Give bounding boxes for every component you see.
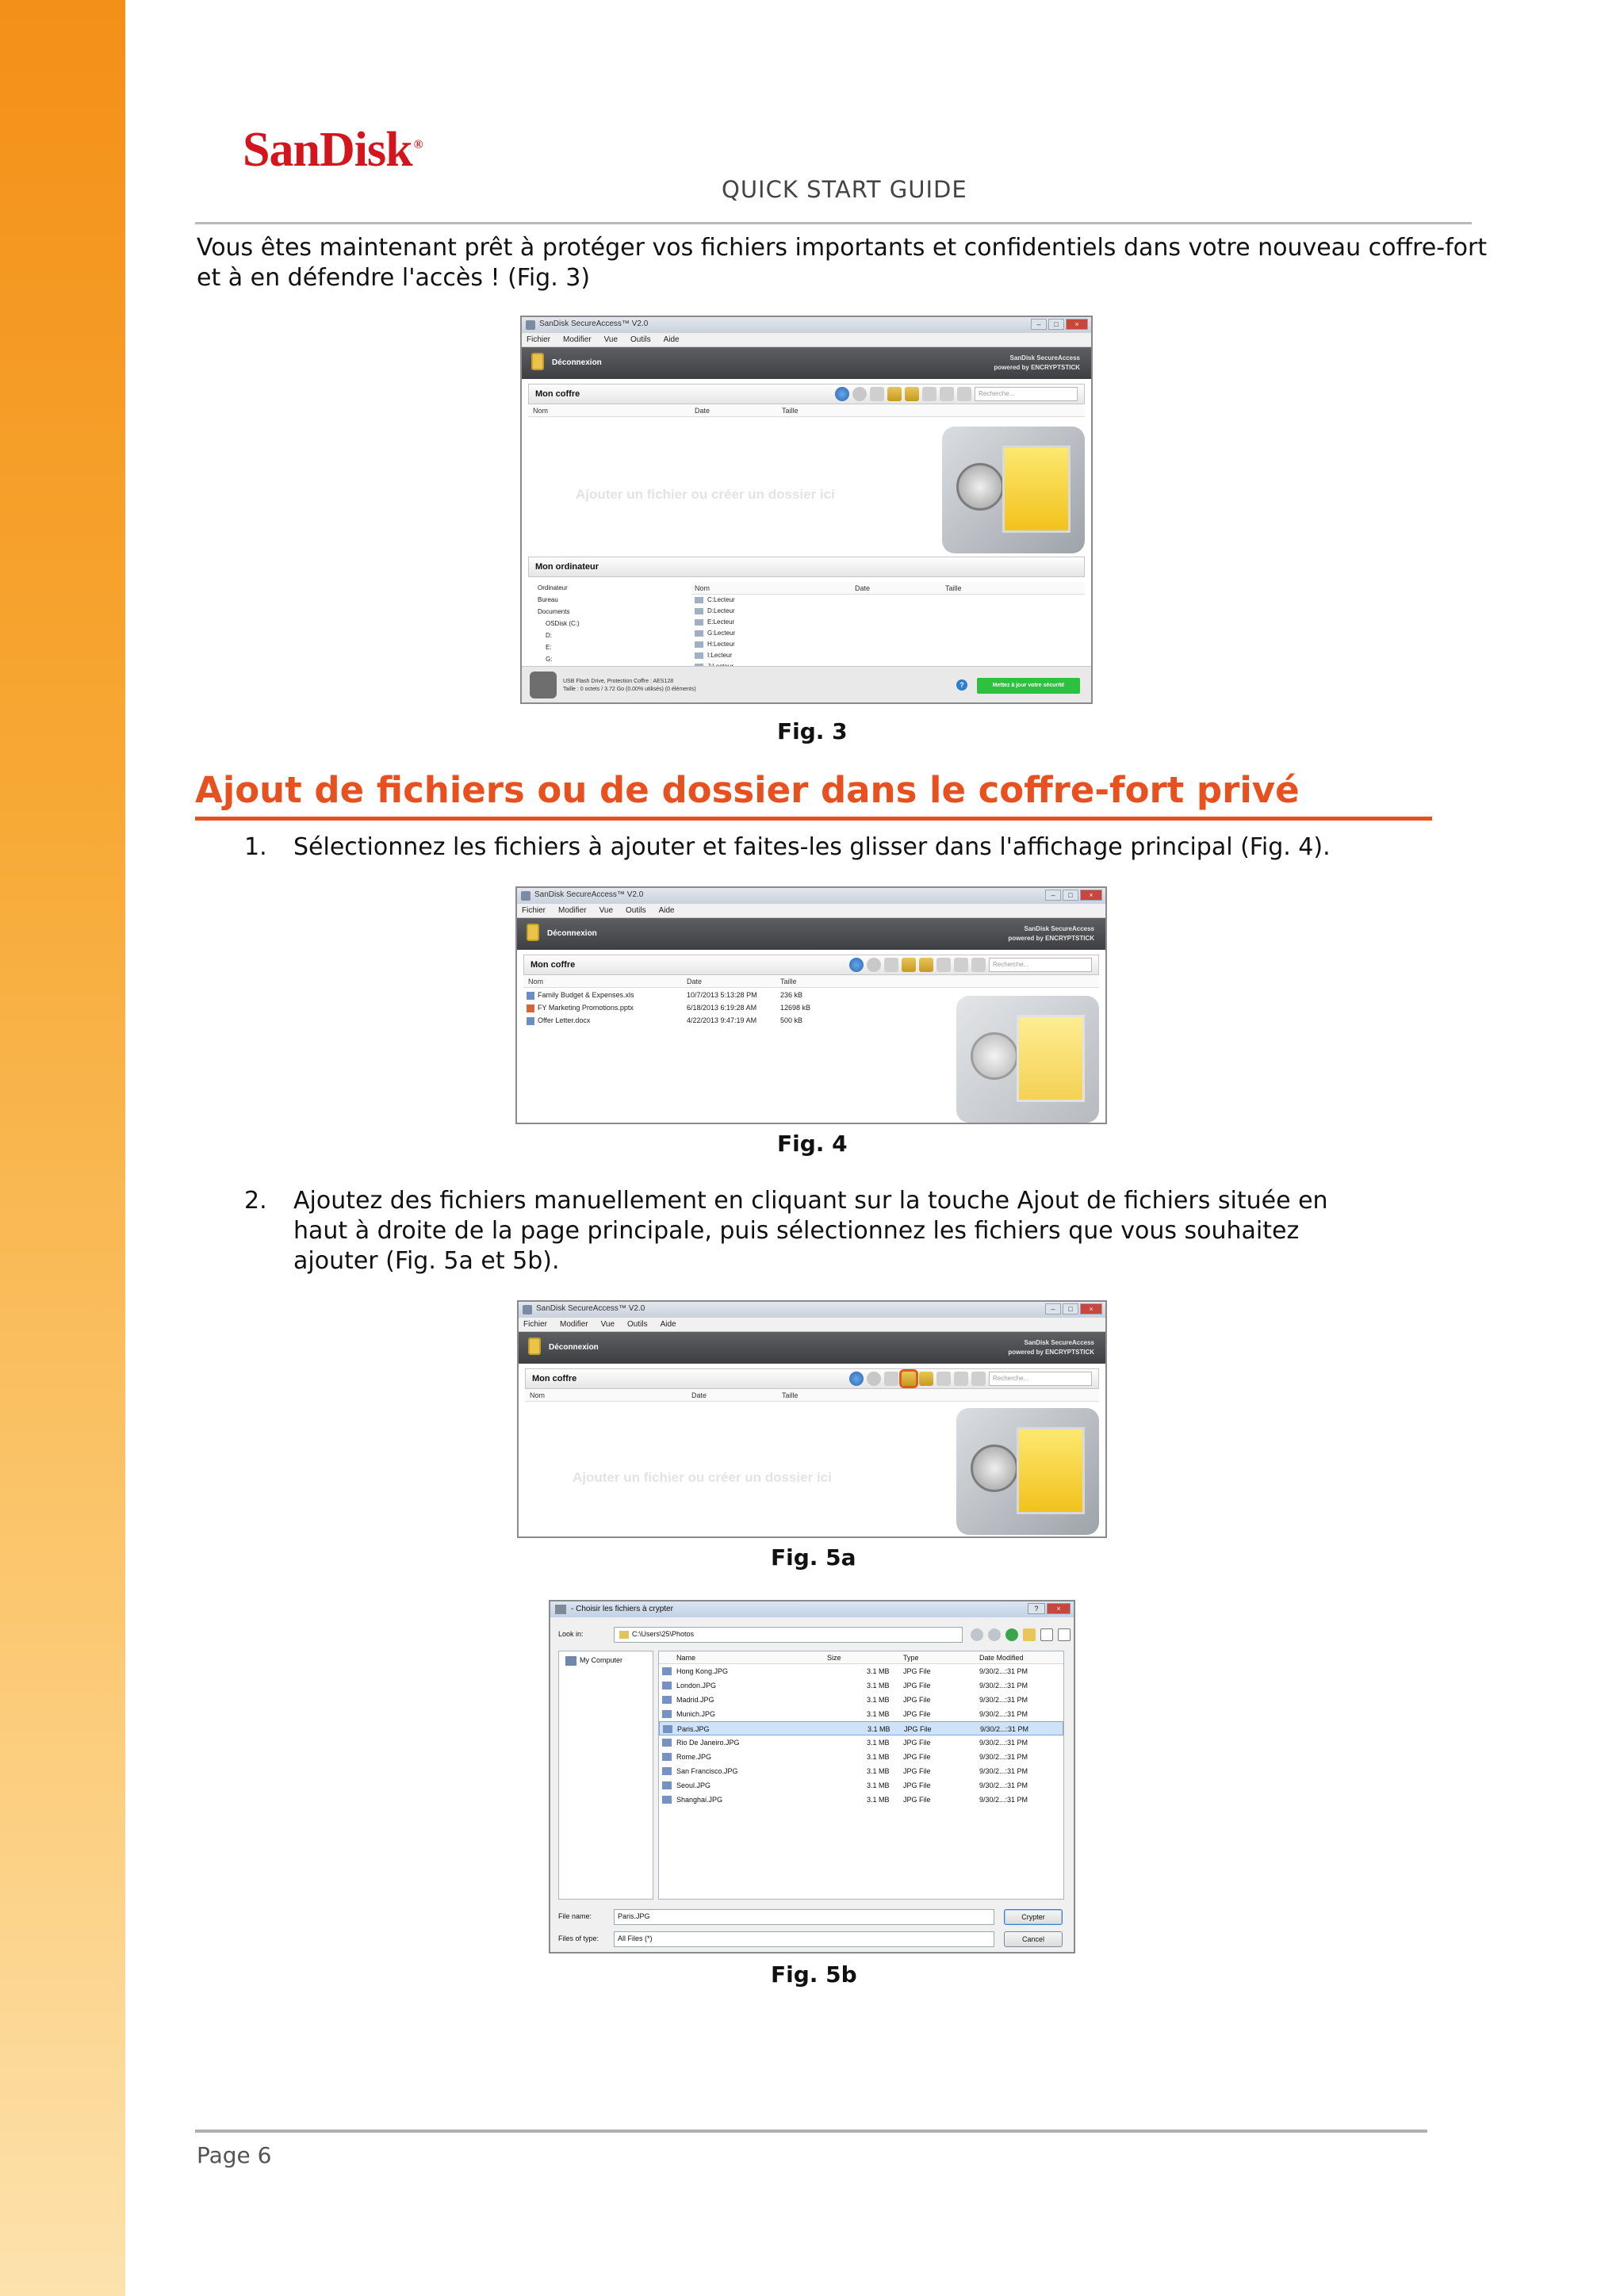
usb-drive-icon bbox=[530, 672, 557, 698]
file-type: JPG File bbox=[904, 1725, 932, 1733]
drive-row[interactable]: G:Lecteur bbox=[691, 628, 1085, 639]
file-type-label: Files of type: bbox=[558, 1934, 599, 1942]
dialog-app-icon bbox=[555, 1605, 566, 1614]
menu-aide[interactable]: Aide bbox=[660, 1320, 676, 1329]
drive-column-headers bbox=[691, 582, 1085, 595]
copy-icon[interactable] bbox=[936, 958, 951, 972]
file-size: 3.1 MB bbox=[867, 1667, 890, 1675]
vault-file-date: 10/7/2013 5:13:28 PM bbox=[687, 991, 757, 999]
file-row[interactable] bbox=[659, 1750, 1063, 1764]
file-size: 3.1 MB bbox=[867, 1710, 890, 1718]
menu-fichier[interactable]: Fichier bbox=[527, 335, 551, 344]
vault-illustration-icon bbox=[942, 427, 1085, 553]
status-info: USB Flash Drive, Protection Coffre : AES128 Taille : 0 octets / 3.72 Go (0.00% utilisés) (0 éléments) bbox=[563, 679, 696, 692]
cut-icon[interactable] bbox=[954, 1372, 968, 1386]
file-size: 3.1 MB bbox=[867, 1781, 890, 1789]
column-size[interactable]: Size bbox=[827, 1654, 841, 1662]
minimize-button[interactable]: – bbox=[1045, 890, 1061, 901]
file-type: JPG File bbox=[903, 1696, 931, 1704]
file-row[interactable] bbox=[659, 1735, 1063, 1750]
file-name-input[interactable]: Paris.JPG bbox=[614, 1909, 994, 1925]
logout-button[interactable]: Déconnexion bbox=[547, 929, 597, 938]
minimize-button[interactable]: – bbox=[1031, 319, 1047, 330]
upgrade-button[interactable]: Mettez à jour votre sécurité bbox=[977, 678, 1080, 694]
vault-toolbar bbox=[835, 387, 1078, 401]
back-icon[interactable] bbox=[849, 1372, 864, 1386]
vault-column-headers bbox=[528, 404, 1085, 417]
image-file-icon bbox=[662, 1682, 672, 1689]
left-orange-band bbox=[0, 0, 125, 2296]
close-button[interactable]: × bbox=[1080, 1303, 1102, 1314]
file-date-modified: 9/30/2...:31 PM bbox=[979, 1781, 1028, 1789]
file-date-modified: 9/30/2...:31 PM bbox=[979, 1739, 1028, 1747]
forward-icon[interactable] bbox=[867, 958, 881, 972]
computer-browser bbox=[528, 582, 1085, 677]
page-number: Page 6 bbox=[197, 2142, 272, 2168]
file-type: JPG File bbox=[903, 1667, 931, 1675]
column-name[interactable]: Name bbox=[676, 1654, 696, 1662]
cut-icon[interactable] bbox=[940, 387, 954, 401]
section-divider bbox=[195, 817, 1432, 821]
drive-list bbox=[691, 582, 1085, 672]
cancel-button[interactable]: Cancel bbox=[1004, 1931, 1063, 1947]
vault-toolbar bbox=[849, 1372, 1092, 1386]
fig5a-screenshot bbox=[517, 1300, 1107, 1538]
menu-outils[interactable]: Outils bbox=[626, 906, 646, 915]
file-size: 3.1 MB bbox=[867, 1696, 890, 1704]
menu-outils[interactable]: Outils bbox=[627, 1320, 648, 1329]
app-header-bar bbox=[519, 1332, 1105, 1364]
vault-illustration-icon bbox=[956, 996, 1099, 1123]
drive-row[interactable]: D:Lecteur bbox=[691, 606, 1085, 617]
menu-modifier[interactable]: Modifier bbox=[560, 1320, 588, 1329]
column-name[interactable]: Nom bbox=[530, 1391, 546, 1399]
image-file-icon bbox=[662, 1796, 672, 1804]
column-size[interactable]: Taille bbox=[782, 1391, 799, 1399]
image-file-icon bbox=[662, 1781, 672, 1789]
vault-panel-header: Mon coffre Recherche... bbox=[525, 1368, 1099, 1389]
close-button[interactable]: × bbox=[1080, 890, 1102, 901]
column-date[interactable]: Date bbox=[695, 407, 710, 415]
paste-icon[interactable] bbox=[971, 1372, 986, 1386]
menu-aide[interactable]: Aide bbox=[663, 335, 680, 344]
new-folder-icon[interactable] bbox=[919, 958, 933, 972]
file-rows bbox=[659, 1664, 1063, 1807]
vault-file-date: 4/22/2013 9:47:19 AM bbox=[687, 1016, 757, 1024]
file-row[interactable] bbox=[659, 1707, 1063, 1721]
guide-title: QUICK START GUIDE bbox=[722, 176, 967, 203]
menu-fichier[interactable]: Fichier bbox=[523, 1320, 548, 1329]
forward-icon[interactable] bbox=[867, 1372, 881, 1386]
dialog-titlebar: - Choisir les fichiers à crypter ? × bbox=[550, 1601, 1074, 1617]
file-type: JPG File bbox=[903, 1767, 931, 1775]
fig4-caption: Fig. 4 bbox=[777, 1131, 848, 1157]
vault-file-row[interactable]: Offer Letter.docx bbox=[527, 1016, 590, 1025]
vault-file-size: 500 kB bbox=[780, 1016, 803, 1024]
fig3-caption: Fig. 3 bbox=[777, 718, 848, 744]
file-name: Munich.JPG bbox=[676, 1710, 716, 1718]
file-size: 3.1 MB bbox=[867, 1753, 890, 1761]
section-title: Ajout de fichiers ou de dossier dans le coffre-fort privé bbox=[195, 769, 1300, 811]
close-button[interactable]: × bbox=[1047, 1603, 1071, 1614]
menu-modifier[interactable]: Modifier bbox=[558, 906, 587, 915]
drop-hint: Ajouter un fichier ou créer un dossier ici bbox=[576, 487, 835, 502]
column-size[interactable]: Taille bbox=[782, 407, 799, 415]
menu-bar bbox=[522, 333, 1091, 347]
vault-drop-area[interactable] bbox=[528, 417, 1085, 552]
vault-panel-header: Mon coffre Recherche... bbox=[523, 955, 1099, 975]
places-sidebar bbox=[558, 1651, 653, 1900]
app-icon bbox=[526, 320, 535, 330]
column-date[interactable]: Date bbox=[691, 1391, 707, 1399]
file-size: 3.1 MB bbox=[867, 1739, 890, 1747]
window-titlebar: SanDisk SecureAccess™ V2.0 – □ × bbox=[522, 317, 1091, 333]
brand-label: SanDisk SecureAccess powered by ENCRYPTSTICK bbox=[994, 354, 1080, 371]
file-name: London.JPG bbox=[676, 1682, 717, 1689]
tree-item[interactable]: Bureau bbox=[538, 596, 558, 603]
folder-tree bbox=[528, 582, 684, 665]
menu-aide[interactable]: Aide bbox=[658, 906, 675, 915]
file-date-modified: 9/30/2...:31 PM bbox=[979, 1682, 1028, 1689]
intro-paragraph: Vous êtes maintenant prêt à protéger vos fichiers importants et confidentiels dans votre nouveau coffre-fort et à en défendre l'accès ! (Fig. 3) bbox=[197, 234, 1488, 292]
maximize-button[interactable]: □ bbox=[1063, 890, 1078, 901]
minimize-button[interactable]: – bbox=[1045, 1303, 1061, 1314]
menu-bar bbox=[517, 904, 1105, 918]
new-folder-icon[interactable] bbox=[905, 387, 919, 401]
app-header-bar bbox=[517, 918, 1105, 950]
forward-icon[interactable] bbox=[988, 1628, 1001, 1641]
word-file-icon bbox=[527, 1017, 534, 1025]
menu-vue[interactable]: Vue bbox=[603, 335, 619, 344]
file-date-modified: 9/30/2...:31 PM bbox=[979, 1767, 1028, 1775]
paste-icon[interactable] bbox=[971, 958, 986, 972]
fig5a-caption: Fig. 5a bbox=[771, 1544, 856, 1571]
sandisk-logo: SanDisk ® bbox=[243, 123, 423, 177]
file-date-modified: 9/30/2...:31 PM bbox=[980, 1725, 1029, 1733]
menu-bar bbox=[519, 1318, 1105, 1332]
drive-row[interactable]: H:Lecteur bbox=[691, 639, 1085, 650]
image-file-icon bbox=[662, 1696, 672, 1704]
brand-label: SanDisk SecureAccess powered by ENCRYPTSTICK bbox=[1008, 1339, 1094, 1356]
file-size: 3.1 MB bbox=[867, 1682, 890, 1689]
file-size: 3.1 MB bbox=[867, 1796, 890, 1804]
fig5b-file-dialog bbox=[549, 1600, 1075, 1954]
computer-panel-header: Mon ordinateur bbox=[528, 557, 1085, 577]
file-type: JPG File bbox=[903, 1781, 931, 1789]
logout-button[interactable]: Déconnexion bbox=[552, 358, 602, 367]
tree-item[interactable]: Documents bbox=[538, 608, 570, 615]
cut-icon[interactable] bbox=[954, 958, 968, 972]
up-folder-icon[interactable] bbox=[1005, 1628, 1018, 1641]
column-date[interactable]: Date bbox=[855, 584, 871, 592]
window-titlebar: SanDisk SecureAccess™ V2.0 – □ × bbox=[517, 888, 1105, 904]
image-file-icon bbox=[662, 1667, 672, 1675]
tree-item[interactable]: D: bbox=[546, 632, 552, 639]
app-icon bbox=[523, 1305, 532, 1314]
file-row[interactable] bbox=[659, 1664, 1063, 1678]
detail-view-icon[interactable] bbox=[1058, 1628, 1071, 1641]
file-date-modified: 9/30/2...:31 PM bbox=[979, 1667, 1028, 1675]
file-size: 3.1 MB bbox=[867, 1767, 890, 1775]
file-size: 3.1 MB bbox=[868, 1725, 891, 1733]
file-name: Madrid.JPG bbox=[676, 1696, 714, 1704]
vault-file-size: 12698 kB bbox=[780, 1004, 811, 1012]
help-button[interactable]: ? bbox=[1028, 1603, 1045, 1614]
file-row[interactable] bbox=[659, 1793, 1063, 1807]
header-divider bbox=[195, 222, 1472, 224]
file-type: JPG File bbox=[903, 1796, 931, 1804]
add-files-icon[interactable] bbox=[887, 387, 902, 401]
tree-item[interactable]: G: bbox=[546, 656, 553, 663]
column-date[interactable]: Date bbox=[687, 978, 703, 985]
up-folder-icon[interactable] bbox=[870, 387, 884, 401]
image-file-icon bbox=[662, 1753, 672, 1761]
lock-icon[interactable] bbox=[528, 1337, 541, 1355]
file-type: JPG File bbox=[903, 1739, 931, 1747]
file-name: Hong Kong.JPG bbox=[676, 1667, 729, 1675]
fig5b-caption: Fig. 5b bbox=[771, 1961, 857, 1988]
column-name[interactable]: Nom bbox=[533, 407, 549, 415]
image-file-icon bbox=[662, 1767, 672, 1775]
file-type: JPG File bbox=[903, 1753, 931, 1761]
window-titlebar: SanDisk SecureAccess™ V2.0 – □ × bbox=[519, 1302, 1105, 1318]
maximize-button[interactable]: □ bbox=[1063, 1303, 1078, 1314]
back-icon[interactable] bbox=[849, 958, 864, 972]
drop-hint: Ajouter un fichier ou créer un dossier ici bbox=[573, 1470, 832, 1485]
image-file-icon bbox=[663, 1725, 672, 1733]
crypter-button[interactable]: Crypter bbox=[1004, 1909, 1063, 1925]
vault-file-row[interactable]: Family Budget & Expenses.xls bbox=[527, 991, 634, 1000]
powerpoint-file-icon bbox=[527, 1004, 534, 1012]
file-list-header bbox=[659, 1651, 1063, 1664]
forward-icon[interactable] bbox=[852, 387, 867, 401]
paste-icon[interactable] bbox=[957, 387, 971, 401]
status-bar bbox=[522, 666, 1091, 702]
file-name: Shanghai.JPG bbox=[676, 1796, 723, 1804]
logout-button[interactable]: Déconnexion bbox=[549, 1343, 599, 1352]
app-icon bbox=[521, 891, 530, 901]
footer-divider bbox=[195, 2130, 1427, 2133]
copy-icon[interactable] bbox=[922, 387, 936, 401]
search-input[interactable]: Recherche... bbox=[989, 958, 1092, 972]
column-size[interactable]: Taille bbox=[780, 978, 797, 985]
close-button[interactable]: × bbox=[1066, 319, 1088, 330]
back-icon[interactable] bbox=[835, 387, 849, 401]
maximize-button[interactable]: □ bbox=[1048, 319, 1064, 330]
add-files-icon[interactable] bbox=[902, 1372, 916, 1386]
add-files-icon[interactable] bbox=[902, 958, 916, 972]
lock-icon[interactable] bbox=[531, 353, 544, 370]
vault-file-row[interactable]: FY Marketing Promotions.pptx bbox=[527, 1004, 634, 1012]
column-date-modified[interactable]: Date Modified bbox=[979, 1654, 1024, 1662]
vault-panel-header: Mon coffre Recherche... bbox=[528, 384, 1085, 404]
file-date-modified: 9/30/2...:31 PM bbox=[979, 1796, 1028, 1804]
look-in-label: Look in: bbox=[558, 1630, 584, 1638]
file-list bbox=[658, 1651, 1064, 1900]
file-row[interactable] bbox=[659, 1778, 1063, 1793]
vault-file-list[interactable] bbox=[523, 988, 1099, 1107]
brand-label: SanDisk SecureAccess powered by ENCRYPTSTICK bbox=[1008, 925, 1094, 942]
vault-drop-area[interactable] bbox=[525, 1402, 1099, 1521]
image-file-icon bbox=[662, 1710, 672, 1718]
drive-row[interactable]: E:Lecteur bbox=[691, 617, 1085, 628]
file-row[interactable] bbox=[659, 1678, 1063, 1693]
file-date-modified: 9/30/2...:31 PM bbox=[979, 1710, 1028, 1718]
new-folder-icon[interactable] bbox=[1023, 1628, 1036, 1641]
file-row[interactable] bbox=[659, 1721, 1063, 1735]
my-computer-item[interactable]: My Computer bbox=[580, 1656, 623, 1664]
image-file-icon bbox=[662, 1739, 672, 1747]
up-folder-icon[interactable] bbox=[884, 1372, 898, 1386]
file-name: Rome.JPG bbox=[676, 1753, 712, 1761]
app-header-bar bbox=[522, 347, 1091, 379]
file-name-label: File name: bbox=[558, 1912, 592, 1920]
up-folder-icon[interactable] bbox=[884, 958, 898, 972]
fig3-screenshot bbox=[520, 316, 1093, 704]
tree-item[interactable]: OSDisk (C:) bbox=[546, 620, 580, 627]
column-name[interactable]: Nom bbox=[695, 584, 710, 592]
lock-icon[interactable] bbox=[527, 924, 539, 941]
excel-file-icon bbox=[527, 992, 534, 1000]
file-name: Seoul.JPG bbox=[676, 1781, 711, 1789]
vault-file-size: 236 kB bbox=[780, 991, 803, 999]
menu-fichier[interactable]: Fichier bbox=[522, 906, 546, 915]
vault-illustration-icon bbox=[956, 1408, 1099, 1535]
tree-item[interactable]: Ordinateur bbox=[538, 584, 568, 591]
menu-vue[interactable]: Vue bbox=[600, 1320, 615, 1329]
tree-item[interactable]: E: bbox=[546, 644, 552, 651]
search-input[interactable]: Recherche... bbox=[989, 1372, 1092, 1386]
file-type: JPG File bbox=[903, 1682, 931, 1689]
look-in-dropdown[interactable]: C:\Users\25\Photos bbox=[614, 1627, 963, 1643]
column-type[interactable]: Type bbox=[903, 1654, 919, 1662]
vault-toolbar bbox=[849, 958, 1092, 972]
help-icon[interactable]: ? bbox=[956, 679, 967, 691]
vault-column-headers bbox=[525, 1389, 1099, 1402]
menu-outils[interactable]: Outils bbox=[630, 335, 651, 344]
vault-column-headers bbox=[523, 975, 1099, 988]
drive-row[interactable]: I:Lecteur bbox=[691, 650, 1085, 661]
menu-modifier[interactable]: Modifier bbox=[563, 335, 592, 344]
file-name: Paris.JPG bbox=[677, 1725, 710, 1733]
fig4-screenshot bbox=[515, 886, 1107, 1124]
file-date-modified: 9/30/2...:31 PM bbox=[979, 1753, 1028, 1761]
back-icon[interactable] bbox=[971, 1628, 983, 1641]
column-size[interactable]: Taille bbox=[945, 584, 962, 592]
file-date-modified: 9/30/2...:31 PM bbox=[979, 1696, 1028, 1704]
vault-file-date: 6/18/2013 6:19:28 AM bbox=[687, 1004, 757, 1012]
file-name: San Francisco.JPG bbox=[676, 1767, 738, 1775]
copy-icon[interactable] bbox=[936, 1372, 951, 1386]
file-name: Rio De Janeiro.JPG bbox=[676, 1739, 740, 1747]
file-type: JPG File bbox=[903, 1710, 931, 1718]
drive-row[interactable]: C:Lecteur bbox=[691, 595, 1085, 606]
file-row[interactable] bbox=[659, 1764, 1063, 1778]
new-folder-icon[interactable] bbox=[919, 1372, 933, 1386]
file-type-select[interactable]: All Files (*) bbox=[614, 1931, 994, 1947]
search-input[interactable]: Recherche... bbox=[975, 387, 1078, 401]
menu-vue[interactable]: Vue bbox=[599, 906, 614, 915]
list-view-icon[interactable] bbox=[1040, 1628, 1053, 1641]
dialog-toolbar bbox=[971, 1628, 1071, 1641]
file-row[interactable] bbox=[659, 1693, 1063, 1707]
column-name[interactable]: Nom bbox=[528, 978, 544, 985]
